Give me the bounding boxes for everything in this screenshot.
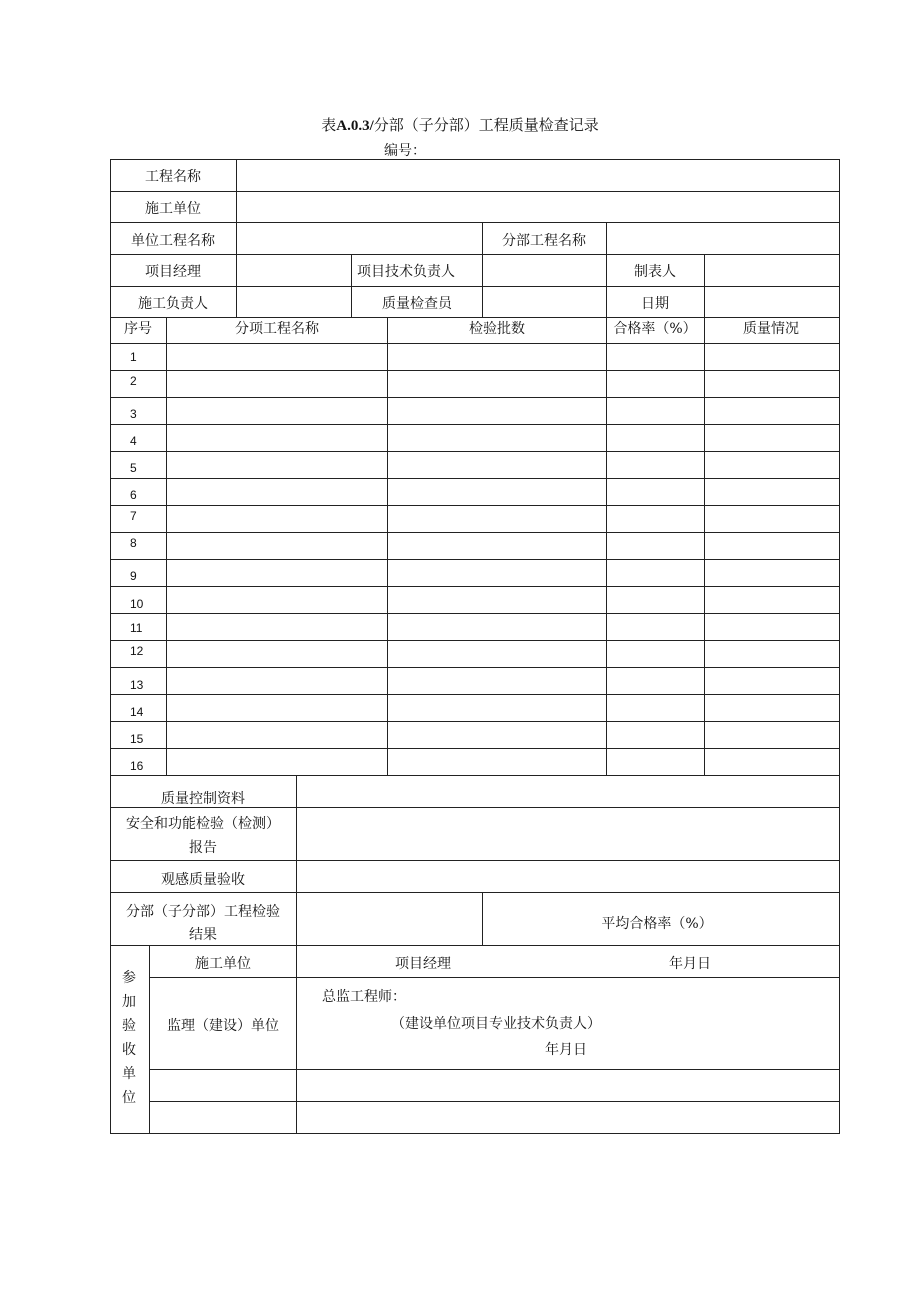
side-char: 参 xyxy=(122,970,136,986)
col-pass-rate: 合格率（%） xyxy=(613,321,697,337)
label-tabulator: 制表人 xyxy=(634,264,676,280)
side-label-acceptance-units xyxy=(119,966,139,1110)
side-char: 单 xyxy=(122,1066,136,1082)
side-char: 位 xyxy=(122,1090,136,1106)
row-number: 16 xyxy=(130,759,144,773)
label-project-name: 工程名称 xyxy=(145,169,201,185)
title-main: 分部（子分部）工程质量检查记录 xyxy=(373,116,599,134)
row-number: 7 xyxy=(130,509,137,523)
outer-border xyxy=(111,160,840,1134)
row-number: 6 xyxy=(130,488,137,502)
row-number: 2 xyxy=(130,374,137,388)
label-sub-project: 分部工程名称 xyxy=(502,233,586,249)
row-number: 3 xyxy=(130,407,137,421)
label-contractor: 施工单位 xyxy=(145,201,201,217)
label-date: 日期 xyxy=(641,296,669,312)
col-item-name: 分项工程名称 xyxy=(235,321,319,337)
col-batches: 检验批数 xyxy=(469,321,525,337)
side-char: 加 xyxy=(122,994,136,1010)
label-appearance: 观感质量验收 xyxy=(161,872,245,888)
label-acc-pm: 项目经理 xyxy=(395,956,451,972)
label-safety-line2: 报告 xyxy=(189,840,217,856)
label-acc-date1: 年月日 xyxy=(669,956,711,972)
label-acc-contractor: 施工单位 xyxy=(195,956,251,972)
label-construction-lead: 施工负责人 xyxy=(138,296,208,312)
row-number: 13 xyxy=(130,678,144,692)
label-chief-engineer: 总监工程师： xyxy=(322,989,406,1005)
label-tech-lead: 项目技术负责人 xyxy=(357,264,455,280)
title-prefix: 表 xyxy=(321,116,337,134)
label-result-line2: 结果 xyxy=(189,927,217,943)
row-number: 14 xyxy=(130,705,144,719)
row-number: 11 xyxy=(130,621,143,635)
row-number: 4 xyxy=(130,434,137,448)
title-code: A.0.3/ xyxy=(336,118,374,134)
row-number: 10 xyxy=(130,597,144,611)
row-number: 5 xyxy=(130,461,137,475)
col-quality: 质量情况 xyxy=(743,321,799,337)
label-unit-project: 单位工程名称 xyxy=(131,233,215,249)
side-char: 验 xyxy=(122,1018,136,1034)
row-number: 12 xyxy=(130,644,144,658)
label-project-manager: 项目经理 xyxy=(145,264,201,280)
label-safety-line1: 安全和功能检验（检测） xyxy=(126,816,280,832)
label-qc-docs: 质量控制资料 xyxy=(161,791,245,807)
label-quality-inspector: 质量检查员 xyxy=(382,296,452,312)
row-number: 15 xyxy=(130,732,144,746)
label-avg-rate: 平均合格率（%） xyxy=(601,916,713,932)
col-seq: 序号 xyxy=(124,321,152,337)
label-acc-date2: 年月日 xyxy=(545,1042,587,1058)
serial-label: 编号： xyxy=(384,143,426,159)
row-number: 9 xyxy=(130,569,137,583)
label-result-line1: 分部（子分部）工程检验 xyxy=(126,904,280,920)
label-owner-rep: （建设单位项目专业技术负责人） xyxy=(391,1016,601,1032)
label-supervisor-unit: 监理（建设）单位 xyxy=(167,1018,279,1034)
row-number: 8 xyxy=(130,536,137,550)
side-char: 收 xyxy=(122,1042,136,1058)
row-number: 1 xyxy=(130,350,137,364)
